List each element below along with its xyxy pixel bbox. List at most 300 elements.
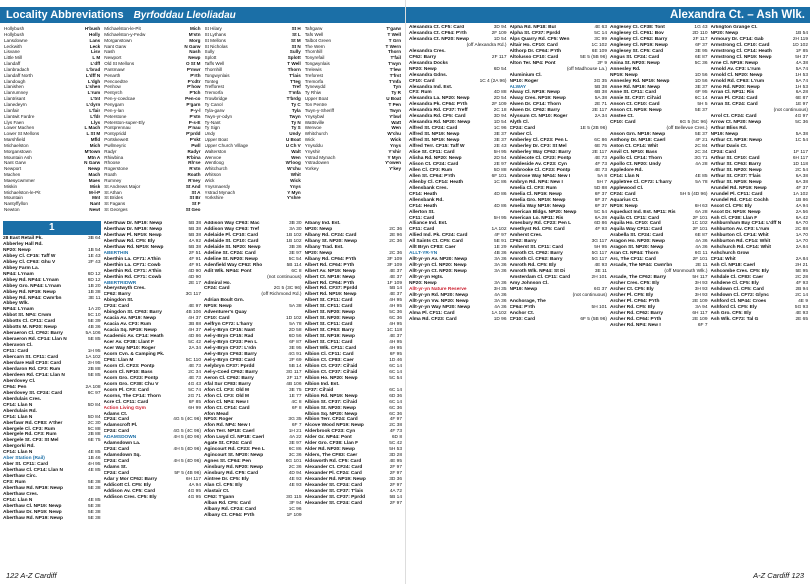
index-column	[305, 221, 403, 566]
street-name: Acorn Gro. CF23: Pontp	[103, 375, 159, 381]
grid-ref: 6G 101	[285, 459, 302, 465]
street-name: Adams Ct.	[103, 411, 128, 417]
street-name: Anson Ct. NP19: Newp	[610, 108, 662, 114]
locality-name: Llantwit Fardre	[4, 113, 35, 119]
grid-ref: 4G 95	[187, 494, 201, 500]
grid-ref: 1D 102	[286, 316, 302, 322]
street-name: Abingdon St.	[103, 298, 134, 304]
street-name: Alison Ct. CF24: Card	[409, 161, 459, 167]
index-entry	[3, 516, 101, 522]
street-name: Aberthaw Rd. NP19: Newp	[3, 486, 63, 492]
grid-ref: 6H 117	[792, 155, 808, 161]
street-name: Aberdare Hall CF10: Card	[3, 361, 62, 367]
street-name: Aberthaw Rd. NP19: Newp	[103, 244, 164, 250]
locality-code: Leck	[89, 43, 101, 49]
street-name: NP20: Newp	[710, 30, 739, 36]
locality-name: Tyla-garw	[204, 107, 225, 113]
locality-name: Llandaff	[4, 61, 21, 67]
grid-ref: 1B 54	[795, 30, 808, 36]
locality-code: L Mach	[84, 125, 101, 131]
grid-ref: 5E 38	[87, 509, 101, 515]
grid-ref: 2C 36	[389, 250, 402, 256]
grid-ref: 2A 84	[795, 257, 808, 263]
street-name: Armstrong Cl. CF10: Card	[710, 42, 770, 48]
street-name: Albert Av. NP19: Newp	[304, 268, 356, 274]
locality-code: T'garw	[386, 26, 401, 31]
street-name: Albert St. NP20: Newp	[304, 316, 355, 322]
street-name: Albert St. CF11: Card	[304, 340, 353, 346]
grid-ref: 3C 99	[594, 36, 607, 42]
street-name: Alexandra Pk. CF64: P'rth	[409, 102, 468, 108]
locality-code: P'prdd	[186, 131, 201, 137]
grid-ref: 5G 117	[591, 251, 607, 257]
grid-ref: 2A 34	[594, 114, 607, 120]
grid-ref: 4E 37	[389, 274, 402, 280]
street-name: Aintree Dr. CF5: Ely	[204, 476, 249, 482]
locality-code: L'tnt	[90, 96, 101, 102]
locality-name: Portskewett	[104, 137, 129, 143]
locality-name: Tremorfa	[204, 90, 223, 96]
right-page-title: Alexandra Ct. – Ash Wlk.	[669, 9, 805, 21]
grid-ref: 6A 38	[795, 179, 808, 185]
grid-ref: 1G 43	[694, 25, 708, 30]
grid-ref: 5A 38	[795, 132, 808, 138]
grid-ref: 6C 36	[389, 411, 402, 417]
locality-name: Tynewydd	[304, 84, 326, 90]
street-name: Armoury Dr. CF14: Gab	[710, 36, 764, 42]
grid-ref: 5C 14	[594, 30, 607, 36]
grid-ref: 4A 94	[188, 482, 201, 488]
street-name: Aldsworth Rd. CF5: Card	[304, 459, 362, 465]
street-name: NP10: Roger	[509, 78, 539, 84]
grid-ref: 4H 95	[389, 298, 402, 304]
grid-ref: 3B 30	[288, 221, 302, 226]
grid-ref: 3A 94	[695, 304, 708, 310]
grid-ref: 3E 37	[493, 132, 507, 138]
locality-name: Ynysddu	[304, 142, 323, 148]
grid-ref: 2C 14	[795, 292, 808, 298]
street-name: Abbey Rd. NP19: Newp	[3, 289, 56, 295]
locality-code: T Wern	[385, 43, 401, 49]
locality-code: P'nau	[188, 125, 201, 131]
street-name: Aberthin La. CF71: A'thin	[103, 256, 161, 262]
street-name: Aeron Cl. CF62: Barry	[204, 375, 254, 381]
street-name: NP19: Newp	[610, 72, 638, 78]
locality-name: Old St Mellons	[104, 61, 135, 67]
street-name: Allt-yr-yn Nature Reserve	[409, 286, 467, 292]
locality-code: St N	[291, 43, 301, 49]
locality-code: T'brdg	[286, 96, 301, 102]
locality-name: Twyn-yr-odyn	[204, 113, 233, 119]
grid-ref: 5D 84	[87, 414, 101, 420]
street-name: CF24: Card	[103, 304, 130, 310]
street-name: Adrian Boult Grn.	[204, 298, 244, 304]
grid-ref: 5B 38	[188, 244, 201, 250]
grid-ref: 3G 71	[694, 155, 708, 161]
street-name: Aberdulais Rd.	[3, 408, 37, 414]
abbreviations-table	[0, 25, 405, 215]
locality-code: P'mwr	[186, 66, 201, 72]
street-name: CF64: P'rth	[509, 304, 535, 310]
locality-name: Upper Boat	[304, 96, 328, 102]
locality-name: Talbot Green	[304, 37, 332, 43]
street-name: Albion Ct. CF37: Cil'aid	[304, 369, 358, 375]
locality-code: Pwll	[191, 142, 201, 148]
street-name: Alyth Cl.	[509, 120, 529, 126]
locality-name: Tongwynlais	[204, 72, 230, 78]
grid-ref: 6F 37	[594, 191, 607, 197]
grid-ref: 4G 5 (4C 96)	[173, 429, 201, 435]
grid-ref: 4E 93	[288, 482, 302, 488]
grid-ref: 1C 102	[591, 42, 607, 48]
street-name: NP44: L'rnam	[3, 307, 34, 313]
index-column	[510, 25, 608, 566]
locality-code: L'dyrn	[86, 101, 101, 107]
grid-ref: 3E 97	[288, 441, 302, 447]
grid-ref: 2B 94	[795, 286, 808, 292]
locality-name: Little Mill	[4, 55, 22, 61]
grid-ref: 3E 11	[594, 269, 607, 275]
street-name: Albert St. NP19: Newp	[304, 334, 355, 340]
street-name: Ash Cl. NP18: Caerl	[710, 263, 756, 269]
grid-ref: 1A 70	[795, 239, 808, 245]
locality-name: Michaelston	[4, 142, 29, 148]
street-name: CF24: Card	[103, 471, 130, 477]
locality-name: Pen-y-coedcae	[104, 96, 136, 102]
locality-name: Penhow	[104, 84, 121, 90]
grid-ref: 3H 93	[694, 286, 708, 292]
locality-code: Ynys	[390, 142, 401, 148]
locality-name: Ynysybwl	[304, 113, 325, 119]
locality-name: Rhiwbina	[104, 154, 124, 160]
grid-ref: 5E 95	[795, 269, 808, 275]
locality-code: St Geo	[185, 207, 201, 213]
street-name: Alexandra Ct. NP20: Newp	[409, 36, 469, 42]
street-name: Arran Cl. NP11: Ris	[710, 90, 755, 96]
grid-ref: 1F 109	[387, 280, 402, 286]
street-name: Addison Way CF63: Mac	[204, 221, 260, 226]
street-name: Arnold Av. CF3: L'rum	[710, 66, 761, 72]
street-name: Aberthaw Circ.	[3, 474, 37, 480]
street-name: CF3: Rum	[409, 90, 432, 96]
street-name: CF24: Card	[103, 447, 130, 453]
locality-code: Wick	[290, 177, 301, 183]
grid-ref: 6F 95	[695, 90, 708, 96]
street-name: Acacia Av. NP19: Newp	[103, 316, 157, 322]
locality-name: Lansdowne	[4, 37, 28, 43]
street-name: Arundel Rd. CF14: Cochh	[710, 197, 769, 203]
grid-ref: 2F 117	[286, 375, 302, 381]
locality-name: Michaelston-le-Pit	[104, 26, 141, 31]
street-name: Aragon St. NP20: Newp	[610, 245, 664, 251]
grid-ref: 1A 70	[795, 233, 808, 239]
grid-ref: 3E 95	[694, 48, 708, 54]
street-name: Arundel Pl. CF11: Card	[710, 191, 763, 197]
grid-ref: 2E 117	[592, 108, 607, 114]
grid-ref: 1E 77	[288, 393, 302, 399]
grid-ref: 4B 106	[185, 310, 201, 316]
street-name: NP19: Newp	[710, 132, 739, 138]
locality-code: Roath	[187, 172, 201, 178]
locality-name: Yorkshire	[204, 195, 224, 201]
locality-name: Tafs Well	[304, 31, 324, 37]
grid-ref: 5C 42	[389, 441, 402, 447]
locality-name: Miskin	[4, 183, 18, 189]
locality-code: M-l-P	[89, 189, 101, 195]
street-name: Alway Cres. NP19: Newp	[509, 96, 566, 102]
grid-ref: 3E 97	[288, 250, 302, 256]
street-name: Albany Rd. CF64: P'rth	[304, 256, 357, 262]
locality-code: P-s-E	[188, 119, 201, 125]
locality-code: Y'bwl	[389, 113, 401, 119]
street-name: Arundel Rd. NP19: Newp	[710, 185, 767, 191]
grid-ref: 5B 114	[286, 262, 302, 268]
street-name: Albert Rd. CF64: P'rth	[304, 280, 355, 286]
street-name: Agincourt Rd. CF23: Pen L	[204, 447, 265, 453]
grid-ref: 1C 96	[288, 506, 302, 512]
locality-code: Mnt	[92, 195, 101, 201]
grid-ref: 6A 28	[695, 209, 708, 215]
grid-ref: 3H 93	[694, 280, 708, 286]
locality-name: Ty Rhiw	[304, 90, 322, 96]
grid-ref: 2F 9	[597, 60, 607, 66]
street-name: Alexandra Ind. Est.	[409, 84, 453, 90]
grid-ref: 5H 95	[493, 215, 507, 221]
grid-ref: 4H 95	[389, 322, 402, 328]
street-name: Albion Cl. CF11: Card	[304, 351, 354, 357]
locality-name: Tafrgarw	[304, 26, 323, 31]
street-name: ALLT-YR-YN	[409, 251, 438, 257]
grid-ref: 4D 90	[188, 268, 201, 274]
street-name: Ashburnham Bay CF14: L'dff N	[710, 221, 782, 227]
locality-name: Treforest	[304, 72, 323, 78]
street-name: Alfred St. CF24: Card	[409, 126, 458, 132]
locality-name: Morganstown	[4, 148, 32, 154]
street-name: Adit Wlk. NP44: Pont	[204, 268, 252, 274]
locality-code: St M	[291, 37, 301, 43]
grid-ref: 5B 38	[188, 226, 201, 232]
locality-code: Nash	[189, 49, 201, 55]
street-name: Anglesey Cl. CF62: Barry	[610, 36, 668, 42]
grid-ref: 4E 73	[188, 375, 201, 381]
street-name: Albany Ind. Est.	[304, 221, 341, 226]
grid-ref: 1B 102	[286, 238, 302, 244]
abbreviation-row	[4, 207, 100, 213]
grid-ref: 3C 36	[288, 453, 302, 459]
locality-code: Lisv	[91, 49, 101, 55]
street-name: Afon Mead	[204, 411, 229, 417]
street-name: NP20: Newp	[3, 247, 31, 253]
street-name: Albion Ct. CF37: Cil'aid	[304, 363, 358, 369]
street-name: Albert Rd. CF37: Pprdd	[304, 286, 358, 292]
grid-ref: 5A 8	[597, 173, 607, 179]
locality-name: Rhoose	[104, 160, 121, 166]
street-name: Aberavon Cl.	[3, 343, 33, 349]
grid-ref: 5C 54	[389, 375, 402, 381]
grid-ref: 2F 101	[692, 215, 708, 221]
locality-code: T'wyn	[388, 61, 401, 67]
grid-ref: 2E 109	[692, 298, 708, 304]
street-name: Althorp Dr. CF64: P'rth	[509, 48, 562, 54]
street-name: Abercarn St. CF11: Card	[3, 355, 59, 361]
street-name: Alexander Rd. NP19: Newp	[304, 476, 366, 482]
grid-ref: 6D 8	[391, 435, 402, 441]
grid-ref: 1D 118	[792, 161, 808, 167]
grid-ref: 4A 36	[494, 292, 507, 298]
locality-code: Splott	[287, 55, 301, 61]
grid-ref: 5A 78	[695, 179, 708, 185]
locality-code: T'mfa	[288, 90, 301, 96]
grid-ref: 4E 85	[87, 497, 101, 503]
street-name: Addicott Cl. CF5: Ely	[103, 482, 151, 488]
locality-name: Mountain Ash	[4, 154, 32, 160]
street-name: CF10: Card	[409, 78, 435, 84]
street-name: Aqueduct Ind. Est. NP11: Ris	[610, 209, 676, 215]
street-name: Alexandra Ct. CF64: P'rth	[409, 30, 467, 36]
grid-ref: 2A 34	[188, 346, 201, 352]
grid-ref: 5B 38	[188, 232, 201, 238]
street-name: Alton Ter. NP4: Pont	[509, 60, 556, 66]
street-name: Alpha St. CF37: Pprdd	[509, 30, 561, 36]
locality-code: Y'shir	[388, 148, 401, 154]
grid-ref: 2A 84	[795, 245, 808, 251]
grid-ref: 1C 54	[795, 138, 808, 144]
street-name: Albion Terr. CF24: Card	[304, 417, 358, 423]
street-name: American Lo. NP11: Ris	[509, 215, 564, 221]
street-name: Aberdovey St. CF24: Card	[3, 390, 63, 396]
grid-ref: 4H 5 (4D 96)	[173, 447, 201, 453]
street-name: Albert Wlk. CF11: Card	[304, 346, 357, 352]
abbreviation-row	[104, 207, 200, 213]
locality-code: P'cdtr	[187, 78, 201, 84]
grid-ref: 4G 43	[187, 381, 201, 387]
street-name: Aber St. CF11: Card	[3, 462, 49, 468]
index-entry	[305, 501, 403, 507]
grid-ref: 1H 53	[795, 72, 808, 78]
street-name: Albion Ct. CF83: Caer	[304, 357, 354, 363]
locality-name: St Mellons	[204, 37, 226, 43]
grid-ref: 2E 43	[493, 144, 507, 150]
locality-name: Ystradowen	[304, 160, 330, 166]
grid-ref: 6E 75	[87, 438, 101, 444]
locality-name: Llanbradach	[4, 66, 30, 72]
street-name: Arthur St. CF63: Barry	[710, 161, 762, 167]
grid-ref: 2A 108	[85, 384, 101, 390]
locality-code: Wen	[391, 125, 401, 131]
locality-code: T'teg	[289, 78, 301, 84]
grid-ref: 2F 97	[389, 500, 402, 506]
locality-code: T'lew	[389, 66, 401, 72]
street-name: Allensbank Cres.	[409, 185, 448, 191]
street-name: CF11: Card	[3, 349, 29, 355]
grid-ref: 5B 38	[188, 221, 201, 226]
locality-code: P'stn	[189, 113, 201, 119]
locality-name: Rumney	[104, 177, 122, 183]
grid-ref: 2H 119	[792, 36, 808, 42]
street-name: Albany St. NP20: Newp	[304, 238, 358, 244]
street-name: CF24: Card	[710, 150, 737, 156]
grid-ref: 6H 63	[694, 203, 708, 209]
grid-ref: 4E 95	[389, 459, 402, 465]
street-name: Ash Cl. CF38: Llan F	[710, 215, 758, 221]
street-name: Alexandra La. NP20: Newp	[409, 96, 470, 102]
street-name: Aberthaw Dr. NP19: Newp	[103, 221, 163, 226]
grid-ref: 5F 5 (4B 96)	[174, 471, 201, 477]
index-entry	[409, 317, 507, 323]
street-name: Albert St. NP20: Newp	[304, 310, 355, 316]
locality-name: St Brides	[104, 195, 123, 201]
street-name: CF24: Card	[509, 126, 536, 132]
locality-code: Maes	[88, 177, 101, 183]
grid-ref: 4E 37	[389, 292, 402, 298]
locality-code: Thorn	[387, 49, 401, 55]
locality-code: L M	[92, 55, 101, 61]
grid-ref: 5H 5	[697, 102, 708, 108]
grid-ref: 6F 7	[291, 423, 302, 429]
street-name: Aberaeron Cl. CF62: Barry	[3, 331, 63, 337]
street-name: Arne Cl. NP19: Newp	[710, 60, 758, 66]
locality-name: Newport	[4, 166, 22, 172]
right-header-band	[406, 7, 810, 23]
locality-name: Sully	[204, 49, 215, 55]
street-name: Addison Way CF63: Tref	[204, 226, 259, 232]
street-name: Allt-yr-yn Rd. NP20: Newp	[409, 292, 469, 298]
locality-name: St Nicholas	[204, 43, 228, 49]
street-name: Albion Rd. NP19: Newp	[304, 393, 358, 399]
street-name: Alexandra Cres.	[409, 48, 446, 54]
locality-code: St Br	[189, 195, 201, 201]
grid-ref: 6F 7	[697, 322, 708, 328]
locality-name: Pantmawr	[104, 66, 125, 72]
locality-code: U Boat	[285, 137, 301, 143]
left-footer: 122 A-Z Cardiff	[6, 571, 57, 580]
grid-ref: 1A 102	[85, 355, 101, 361]
street-name: Ascot Dr. NP19: Newp	[710, 209, 761, 215]
locality-code: Lans	[89, 37, 101, 43]
street-name: Amelia Cl. NP19: Newp	[509, 191, 562, 197]
street-name: Acorn Cl. NP10: Bass	[103, 369, 153, 375]
street-name: Angus St. CF24: Card	[610, 54, 660, 60]
grid-ref: 5E 85	[87, 372, 101, 378]
grid-ref: 4B 106	[286, 381, 302, 387]
street-name: Amroth Ct. CF62: Barry	[509, 251, 563, 257]
street-name: Aberystwyth Cres.	[103, 286, 146, 292]
grid-ref: 4E 73	[594, 167, 607, 173]
street-name: Aberthaw Cres.	[3, 491, 39, 497]
street-name: Albert St. CF11: Card	[304, 298, 353, 304]
index-entry	[610, 323, 708, 329]
street-name: Ashcombe Cres. CF5: Ely	[710, 269, 769, 275]
street-name: Alan Cl. CF5: Ely	[204, 482, 243, 488]
locality-name: Peterstone	[104, 113, 127, 119]
street-name: CF11: Card	[409, 227, 435, 233]
street-name: Arno Rd. NP20: Newp	[710, 84, 760, 90]
street-name: Adeline St. NP20: Newp	[204, 256, 258, 262]
grid-ref: (off Richmond Rd.)	[261, 292, 302, 298]
street-name: CF64: Pen	[3, 384, 27, 390]
grid-ref: 2C 38	[389, 423, 402, 429]
grid-ref: 5C 36	[694, 60, 708, 66]
locality-name: Pencoedtre	[104, 78, 128, 84]
street-name: Ael-y-Bryn CF15: Rad	[204, 334, 254, 340]
street-name: Albany Trad. Est.	[304, 244, 344, 250]
grid-ref: 6E 109	[591, 48, 607, 54]
grid-ref: 6F 37	[594, 197, 607, 203]
locality-code: T Grn	[388, 37, 401, 43]
grid-ref: 4E 93	[795, 310, 808, 316]
locality-name: Tonteg	[204, 78, 219, 84]
locality-name: Llanrumney	[4, 90, 29, 96]
